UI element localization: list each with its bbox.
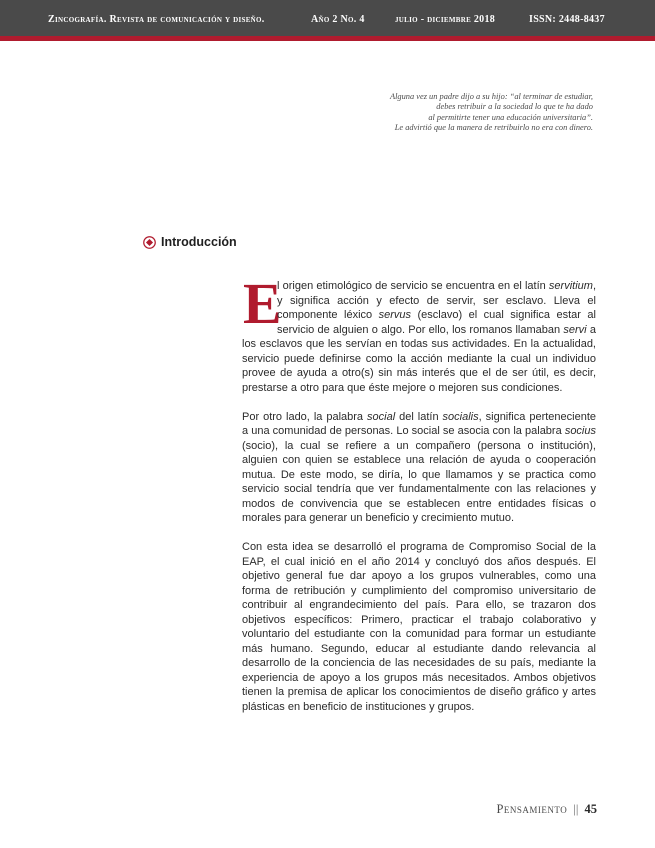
italic-term: servi bbox=[563, 323, 587, 336]
issn: ISSN: 2448-8437 bbox=[529, 14, 605, 25]
header-band bbox=[0, 0, 655, 36]
italic-term: socialis bbox=[442, 410, 479, 423]
paragraph-2 bbox=[242, 410, 596, 526]
journal-title: Zincografía. Revista de comunicación y diseño. bbox=[48, 14, 265, 25]
text-run: Por otro lado, la palabra bbox=[242, 410, 368, 423]
italic-term: socius bbox=[564, 425, 596, 437]
text-run: (esclavo) el cual significa estar al servicio de alguien o algo. Por ello, los romanos llamaban bbox=[277, 309, 596, 336]
text-run: , significa perteneciente a una comunidad de personas. Lo social se asocia con la palabra bbox=[242, 410, 597, 437]
epigraph-line: Alguna vez un padre dijo a su hijo: “al terminar de estudiar, bbox=[389, 92, 593, 101]
text-run: a los esclavos que les servían en todas sus actividades. En la actualidad, servicio puede definirse como la acción mediante la cual un individuo provee de ayuda a otro(s) sin más interés que el de ser útil, es decir, prestarse a otro para que éste mejore o mejoren sus condiciones. bbox=[242, 323, 596, 394]
header-accent-rule bbox=[0, 36, 655, 41]
section-title: Introducción bbox=[161, 235, 237, 249]
text-run: , y significa acción y efecto de servir, ser esclavo. Lleva el componente léxico bbox=[277, 280, 596, 321]
footer-section-name: Pensamiento bbox=[496, 802, 568, 816]
epigraph-line: al permitirte tener una educación universitaria”. bbox=[428, 112, 593, 122]
page-number: 45 bbox=[584, 802, 597, 816]
epigraph bbox=[293, 92, 593, 134]
text-run: l origen etimológico de servicio se encuentra en el latín bbox=[277, 280, 549, 292]
italic-term: servitium bbox=[548, 280, 593, 292]
text-run: (socio), la cual se refiere a un compañero (persona o institución), alguien con quien se establece una relación de ayuda o cooperación mutua. De este modo, se diría, lo que llamamos y se practica como servicio social tendría que ver fundamentalmente con las relaciones y modos de convivencia que se establecen entre entidades físicas o morales para generar un beneficio y crecimiento mutuo. bbox=[242, 439, 596, 524]
paragraph-1 bbox=[242, 271, 596, 395]
article-body bbox=[242, 271, 597, 729]
epigraph-line: Le advirtió que la manera de retribuirlo no era con dinero. bbox=[394, 123, 593, 133]
text-run: del latín bbox=[395, 410, 443, 423]
italic-term: servus bbox=[378, 309, 412, 321]
diamond-bullet-icon bbox=[143, 236, 156, 249]
publication-period: julio - diciembre 2018 bbox=[395, 14, 496, 25]
drop-cap bbox=[242, 271, 282, 336]
section-heading bbox=[143, 235, 237, 249]
paragraph-3: Con esta idea se desarrolló el programa de Compromiso Social de la EAP, el cual inició en el año 2014 y concluyó dos años después. El objetivo general fue dar apoyo a los grupos vulnerables, como una forma de retribución y cumplimiento del compromiso universitario de contribuir al engrandecimiento del país. Para ello, se trazaron dos objetivos específicos: Primero, practicar el trabajo colaborativo y voluntario del estudiante con la comunidad para formar un estudiante más humano. Segundo, educar al estudiante dando relevancia al desarrollo de la conciencia de las necesidades de su país, mediante la experiencia de apoyo a los grupos más necesitados. Ambos objetivos tienen la premisa de aplicar los conocimientos de diseño gráfico y artes plásticas en beneficio de instituciones y grupos. bbox=[242, 541, 596, 713]
italic-term: social bbox=[367, 410, 396, 423]
footer-separator: || bbox=[573, 802, 579, 816]
issue-number: Año 2 No. 4 bbox=[311, 14, 365, 25]
drop-cap-letter: E bbox=[243, 271, 282, 336]
epigraph-line: debes retribuir a la sociedad lo que te ha dado bbox=[436, 102, 593, 112]
page-footer bbox=[496, 802, 597, 817]
